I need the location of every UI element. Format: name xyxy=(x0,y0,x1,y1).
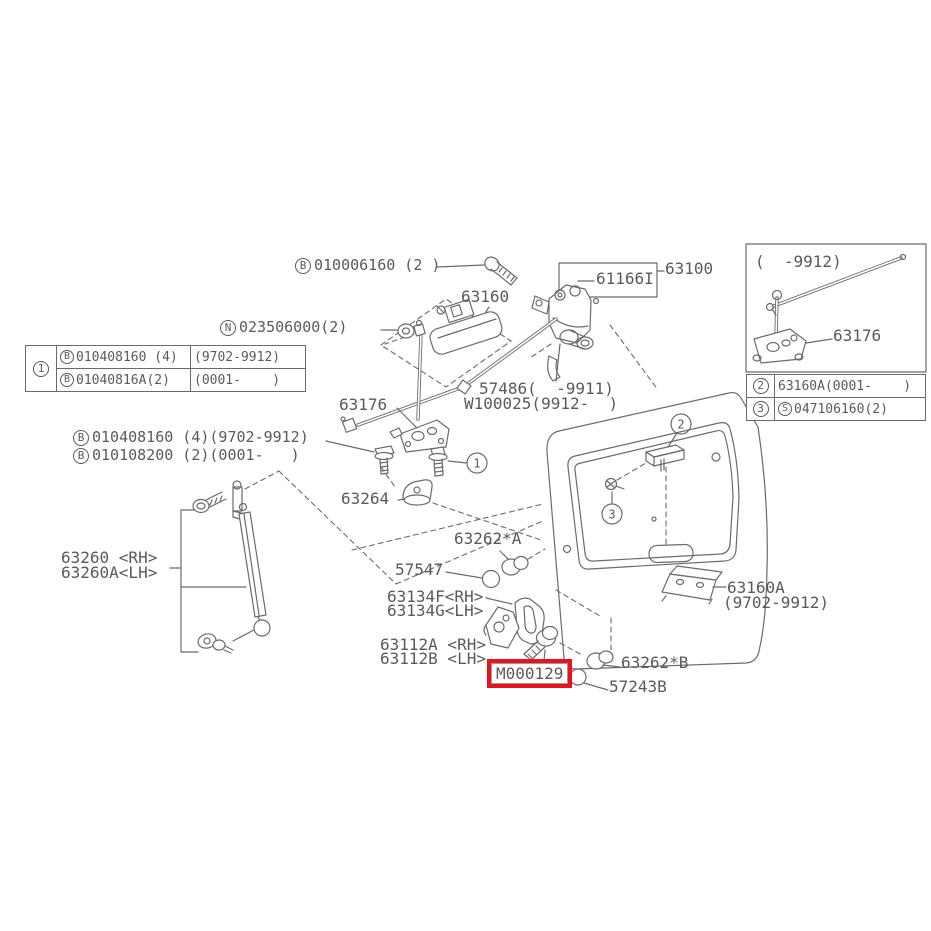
part-label-63264 xyxy=(341,491,389,508)
circled-1-icon: 1 xyxy=(33,361,49,377)
part-label-63260a-lh xyxy=(61,565,157,582)
part-number: 63176 xyxy=(833,326,882,345)
inset-date-range xyxy=(755,254,842,271)
part-number: 63160A xyxy=(727,578,785,597)
highlighted-part-box[interactable] xyxy=(487,659,572,688)
part-number: 63260A<LH> xyxy=(61,563,158,582)
part-number: 047106160(2) xyxy=(794,401,888,417)
part-number: M000129 xyxy=(491,663,568,684)
part-label-010408160 xyxy=(73,430,309,446)
part-label-63262a xyxy=(454,531,521,548)
part-number: 63262*A xyxy=(454,529,522,548)
part-number: W100025(9912- ) xyxy=(464,394,619,413)
application-table-left xyxy=(25,345,306,392)
table-marker-cell xyxy=(26,346,57,391)
part-label-010108200 xyxy=(73,448,300,464)
inset-part-label-63176 xyxy=(833,328,881,345)
table-row xyxy=(57,369,305,391)
plug-a-and-bumper xyxy=(446,551,528,588)
part-label-63134g-lh xyxy=(387,603,483,620)
part-number: 023506000(2) xyxy=(239,318,348,337)
striker-and-lower-latch xyxy=(484,598,544,648)
part-number: 57243B xyxy=(609,677,667,696)
part-number: 63262*B xyxy=(621,653,689,672)
part-number: 63134G<LH> xyxy=(387,601,484,620)
circled-b-icon: B xyxy=(73,430,89,446)
date-range: (9702-9912) xyxy=(194,349,281,365)
part-number: 63134F<RH> xyxy=(387,587,484,606)
part-number: 63112B <LH> xyxy=(380,649,486,668)
callout-2: 2 xyxy=(677,417,685,432)
part-number: 63176 xyxy=(339,395,388,414)
circled-n-icon: N xyxy=(220,320,236,336)
circled-3-icon: 3 xyxy=(753,401,769,417)
part-label-63160 xyxy=(461,289,509,306)
part-label-63160a-range xyxy=(723,595,829,612)
gas-stay xyxy=(170,481,270,653)
part-number: 63260 <RH> xyxy=(61,548,158,567)
date-range: ( -9912) xyxy=(755,252,842,271)
part-label-63262b xyxy=(621,655,688,672)
part-number: 63160 xyxy=(461,287,510,306)
date-range: (9702-9912) xyxy=(723,593,829,612)
circled-2-icon: 2 xyxy=(753,378,769,394)
part-number: 57547 xyxy=(395,560,444,579)
part-number: 010108200 (2)(0001- ) xyxy=(92,446,300,465)
part-number: 63264 xyxy=(341,489,390,508)
application-table-right xyxy=(746,374,926,421)
table-row xyxy=(747,375,925,398)
table-row xyxy=(57,346,305,369)
circled-b-icon: B xyxy=(60,373,74,387)
part-label-61166I xyxy=(596,271,654,288)
window-callouts xyxy=(602,414,691,524)
outer-handle xyxy=(428,299,505,356)
grommet-n xyxy=(381,324,414,338)
circled-s-icon: S xyxy=(778,402,792,416)
circled-b-icon: B xyxy=(60,350,74,364)
part-label-63100 xyxy=(665,261,713,278)
part-number: 63112A <RH> xyxy=(380,635,486,654)
license-garnish xyxy=(662,566,726,604)
date-range: (0001- ) xyxy=(194,372,281,388)
circled-b-icon: B xyxy=(73,448,89,464)
part-number: 63160A(0001- ) xyxy=(778,378,912,394)
callout-3: 3 xyxy=(608,507,616,522)
mount-bolt-callout1 xyxy=(429,447,487,476)
rear-gate-panel xyxy=(547,393,767,669)
part-label-57547 xyxy=(395,562,443,579)
part-number: 61166I xyxy=(596,269,654,288)
part-label-010006160 xyxy=(295,258,440,274)
circled-b-icon: B xyxy=(295,258,311,274)
clip-63264 xyxy=(398,480,432,505)
part-number: 010408160 (4)(9702-9912) xyxy=(92,428,309,447)
part-label-63112b-lh xyxy=(380,651,486,668)
part-number: 010408160 (4) xyxy=(76,349,178,365)
part-number: 57486( -9911) xyxy=(479,379,614,398)
part-number: 010006160 (2 ) xyxy=(314,256,441,275)
top-bolt xyxy=(437,254,517,285)
mount-bolt-left xyxy=(326,441,394,474)
callout-1: 1 xyxy=(473,456,481,471)
part-number: 63100 xyxy=(665,259,714,278)
part-label-63176 xyxy=(339,397,387,414)
part-label-w100025 xyxy=(464,396,618,413)
part-label-57243b xyxy=(609,679,667,696)
part-label-023506000 xyxy=(220,320,347,336)
table-row xyxy=(747,398,925,420)
part-number: 01040816A(2) xyxy=(76,372,170,388)
